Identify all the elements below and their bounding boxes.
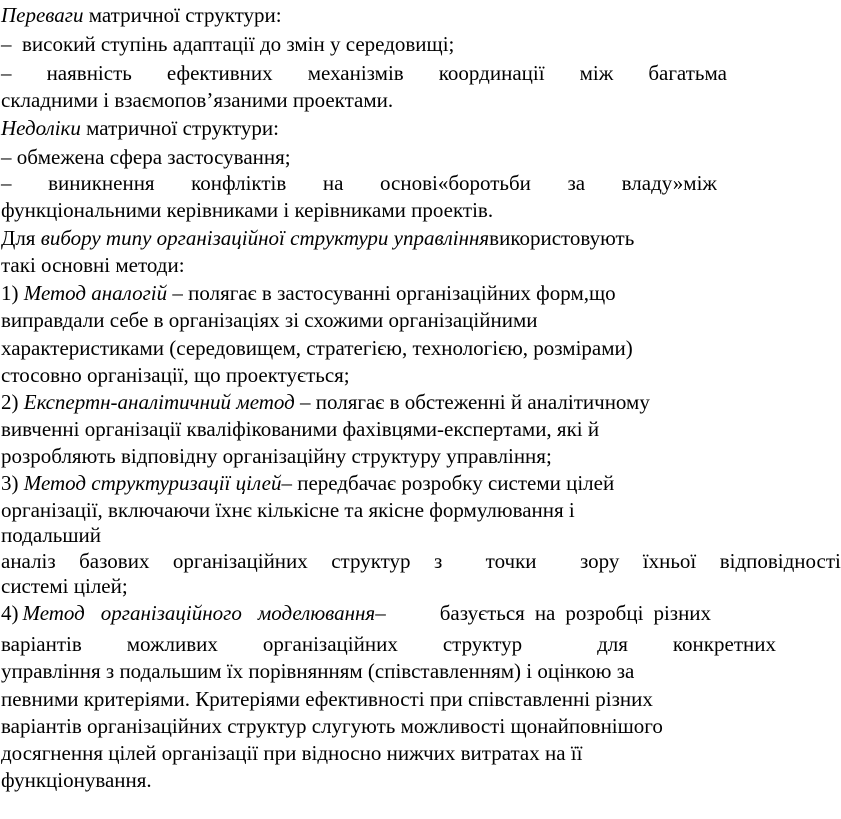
disadvantages-heading-text: матричної структури:	[80, 116, 279, 140]
word: ефективних	[166, 61, 273, 85]
method-1-text: – полягає в застосуванні організаційних форм,що	[167, 281, 616, 305]
disadvantage-item-2	[1, 170, 717, 196]
intro-emphasis: вибору типу організаційної структури управління	[40, 226, 490, 250]
method-3-line-4	[1, 548, 841, 574]
disadvantage-item-2-cont: функціональними керівниками і керівниками проектів.	[1, 198, 494, 222]
method-4-dash: –	[375, 601, 386, 625]
method-3-text: – передбачає розробку системи цілей	[281, 471, 615, 495]
word: на	[322, 171, 344, 195]
advantages-label: Переваги	[1, 3, 84, 27]
methods-intro-cont: такі основні методи:	[1, 253, 185, 277]
method-1	[1, 280, 616, 306]
method-1-line-3: характеристиками (середовищем, стратегією, технологією, розмірами)	[1, 336, 633, 360]
method-3-name: Метод структуризації цілей	[23, 471, 282, 495]
word: організаційних	[172, 549, 308, 573]
method-4-name-word: Метод	[22, 601, 85, 625]
method-4-line-3: управління з подальшим їх порівнянням (співставленням) і оцінкою за	[1, 659, 635, 683]
method-4-line-6: досягнення цілей організації при відносно нижчих витратах на її	[1, 741, 583, 765]
method-2-name: Експертн-аналітичний метод	[23, 390, 295, 414]
word: виникнення	[48, 171, 155, 195]
word: з	[433, 549, 443, 573]
method-4-line-4: певними критеріями. Критеріями ефективності при співставленні різних	[1, 687, 653, 711]
intro-rest: використовують	[489, 226, 635, 250]
word: відповідності	[719, 549, 841, 573]
method-4-line-7: функціонування.	[1, 768, 152, 792]
method-4-line-2	[1, 631, 776, 657]
word: базових	[79, 549, 150, 573]
word: варіантів	[1, 632, 82, 656]
word: зору	[579, 549, 620, 573]
method-2-number: 2)	[1, 390, 24, 414]
word: владу»між	[621, 171, 717, 195]
method-4-name-word: моделювання	[257, 601, 376, 625]
word: –	[1, 61, 12, 85]
method-4-number: 4)	[1, 601, 19, 625]
method-3	[1, 470, 614, 496]
advantage-item-2	[1, 60, 727, 86]
word: можливих	[126, 632, 218, 656]
word: основі«боротьби	[379, 171, 531, 195]
word: конфліктів	[191, 171, 287, 195]
word: структур	[331, 549, 411, 573]
word: організаційних	[262, 632, 398, 656]
disadvantages-label: Недоліки	[1, 116, 81, 140]
method-3-number: 3)	[1, 471, 24, 495]
method-2-line-3: розробляють відповідну організаційну структуру управління;	[1, 444, 552, 468]
advantage-item-2-cont: складними і взаємопов’язаними проектами.	[1, 88, 394, 112]
method-1-name: Метод аналогій	[23, 281, 168, 305]
word: структур	[442, 632, 523, 656]
method-3-line-2: організації, включаючи їхнє кількісне та якісне формулювання і	[1, 498, 575, 522]
word: розробці	[565, 601, 644, 625]
methods-intro	[1, 225, 634, 251]
method-2-line-2: вивченні організації кваліфікованими фахівцями-експертами, які й	[1, 417, 600, 441]
method-3-line-5: системі цілей;	[1, 574, 128, 598]
method-1-line-2: виправдали себе в організаціях зі схожими організаційними	[1, 308, 538, 332]
word: координації	[438, 61, 545, 85]
word: їхньої	[642, 549, 697, 573]
method-4	[1, 600, 813, 626]
word: –	[1, 171, 12, 195]
word: конкретних	[672, 632, 776, 656]
word: за	[567, 171, 586, 195]
word: точки	[485, 549, 537, 573]
word: різних	[653, 601, 712, 625]
method-3-line-3: подальший	[1, 523, 102, 547]
word: механізмів	[307, 61, 404, 85]
word: багатьма	[648, 61, 727, 85]
method-4-line-5: варіантів організаційних структур слугують можливості щонайповнішого	[1, 714, 663, 738]
method-2-text: – полягає в обстеженні й аналітичному	[294, 390, 650, 414]
word: на	[534, 601, 556, 625]
method-1-number: 1)	[1, 281, 24, 305]
intro-start: Для	[1, 226, 41, 250]
method-1-line-4: стосовно організації, що проектується;	[1, 363, 350, 387]
disadvantage-item-1: – обмежена сфера застосування;	[1, 145, 291, 169]
advantage-item-1: – високий ступінь адаптації до змін у середовищі;	[1, 32, 455, 56]
word: аналіз	[1, 549, 56, 573]
method-4-name-word: організаційного	[100, 601, 242, 625]
word: для	[597, 632, 628, 656]
method-2	[1, 389, 650, 415]
word: базується	[439, 601, 525, 625]
word: між	[579, 61, 614, 85]
advantages-heading-text: матричної структури:	[83, 3, 282, 27]
disadvantages-heading	[1, 115, 279, 141]
advantages-heading	[1, 2, 282, 28]
word: наявність	[46, 61, 132, 85]
